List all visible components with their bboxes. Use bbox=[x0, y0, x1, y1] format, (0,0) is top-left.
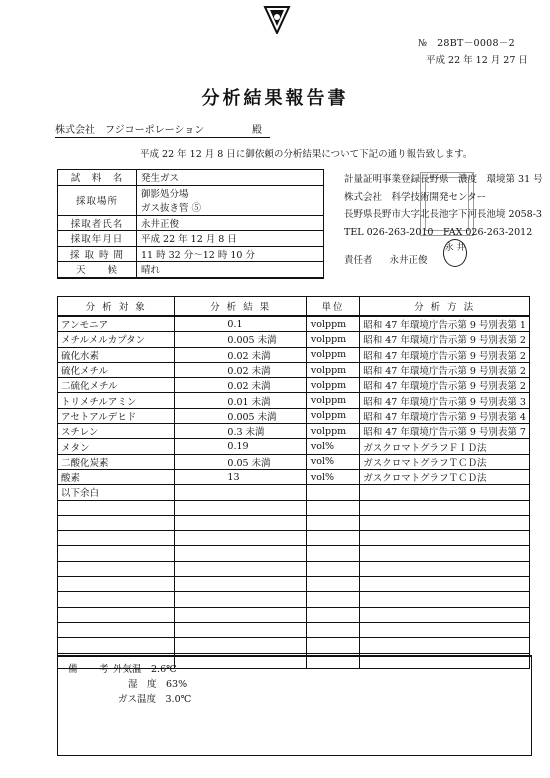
results-table bbox=[57, 296, 530, 669]
result-cell bbox=[175, 485, 306, 500]
client-honorific: 殿 bbox=[252, 125, 262, 136]
table-row bbox=[58, 454, 530, 469]
target-cell: トリメチルアミン bbox=[58, 393, 175, 408]
empty-row bbox=[58, 577, 530, 592]
result-cell bbox=[175, 592, 306, 607]
responsible-label: 責任者 bbox=[344, 255, 373, 266]
info-row bbox=[58, 215, 324, 231]
unit-cell bbox=[306, 607, 359, 622]
header-method: 分 析 方 法 bbox=[360, 297, 530, 317]
result-cell: 0.02 未満 bbox=[175, 378, 306, 393]
target-cell: メタン bbox=[58, 439, 175, 454]
result-cell: 0.005 未満 bbox=[175, 408, 306, 423]
results-header-row bbox=[58, 297, 530, 317]
result-cell: 0.05 未満 bbox=[175, 454, 306, 469]
method-cell bbox=[360, 515, 530, 530]
method-cell: 昭和 47 年環境庁告示第 9 号別表第 4 bbox=[360, 408, 530, 423]
unit-cell: volppm bbox=[306, 347, 359, 362]
lab-address: 長野県長野市大字北長池字下河長池境 2058-3 bbox=[344, 209, 542, 221]
empty-row bbox=[58, 592, 530, 607]
result-cell: 0.005 未満 bbox=[175, 332, 306, 347]
table-row bbox=[58, 469, 530, 484]
unit-cell bbox=[306, 638, 359, 653]
info-value: 晴れ bbox=[137, 262, 324, 278]
target-cell: 硫化メチル bbox=[58, 362, 175, 377]
target-cell bbox=[58, 546, 175, 561]
unit-cell: volppm bbox=[306, 332, 359, 347]
result-cell: 0.3 未満 bbox=[175, 424, 306, 439]
info-row bbox=[58, 185, 324, 200]
unit-cell bbox=[306, 561, 359, 576]
empty-row bbox=[58, 500, 530, 515]
page-title: 分析結果報告書 bbox=[201, 88, 349, 109]
result-cell: 0.02 未満 bbox=[175, 362, 306, 377]
method-cell: 昭和 47 年環境庁告示第 9 号別表第 2 bbox=[360, 332, 530, 347]
target-cell bbox=[58, 561, 175, 576]
empty-row bbox=[58, 622, 530, 637]
info-label: 天 候 bbox=[58, 262, 137, 278]
info-label: 試 料 名 bbox=[58, 170, 137, 186]
responsible-person bbox=[344, 252, 428, 266]
info-value: 御影処分場 bbox=[137, 185, 324, 200]
target-cell: スチレン bbox=[58, 424, 175, 439]
method-cell bbox=[360, 561, 530, 576]
results-body bbox=[58, 316, 530, 668]
result-cell bbox=[175, 531, 306, 546]
result-cell: 0.19 bbox=[175, 439, 306, 454]
unit-cell: volppm bbox=[306, 424, 359, 439]
unit-cell bbox=[306, 622, 359, 637]
note-line: 湿 度 63% bbox=[128, 679, 188, 690]
table-row bbox=[58, 424, 530, 439]
unit-cell bbox=[306, 577, 359, 592]
target-cell: 酸素 bbox=[58, 469, 175, 484]
method-cell: 昭和 47 年環境庁告示第 9 号別表第 3 bbox=[360, 393, 530, 408]
unit-cell bbox=[306, 546, 359, 561]
info-value: 11 時 32 分～12 時 10 分 bbox=[137, 246, 324, 262]
company-logo-icon bbox=[262, 4, 292, 34]
info-value: ガス抜き管 ⑤ bbox=[137, 200, 324, 215]
unit-cell: volppm bbox=[306, 362, 359, 377]
header-target: 分 析 対 象 bbox=[58, 297, 175, 317]
table-row bbox=[58, 347, 530, 362]
target-cell: メチルメルカプタン bbox=[58, 332, 175, 347]
unit-cell bbox=[306, 531, 359, 546]
unit-cell: volppm bbox=[306, 378, 359, 393]
empty-row bbox=[58, 546, 530, 561]
result-cell bbox=[175, 500, 306, 515]
result-cell bbox=[175, 561, 306, 576]
unit-cell bbox=[306, 485, 359, 500]
note-line: ガス温度 3.0℃ bbox=[118, 694, 192, 705]
info-value: 永井正俊 bbox=[137, 215, 324, 231]
table-row bbox=[58, 439, 530, 454]
unit-cell: volppm bbox=[306, 393, 359, 408]
info-row bbox=[58, 170, 324, 186]
client-company: 株式会社 フジコーポレーション bbox=[55, 125, 205, 136]
empty-row bbox=[58, 561, 530, 576]
info-label: 採 取 時 間 bbox=[58, 246, 137, 262]
target-cell: 以下余白 bbox=[58, 485, 175, 500]
result-cell bbox=[175, 515, 306, 530]
target-cell bbox=[58, 622, 175, 637]
method-cell bbox=[360, 607, 530, 622]
responsible-name: 永井正俊 bbox=[389, 255, 428, 266]
result-cell bbox=[175, 577, 306, 592]
method-cell: 昭和 47 年環境庁告示第 9 号別表第 1 bbox=[360, 316, 530, 332]
lab-info bbox=[344, 171, 543, 241]
header-unit: 単位 bbox=[306, 297, 359, 317]
note-line: 外気温 2.6℃ bbox=[113, 664, 177, 675]
info-label: 採取者氏名 bbox=[58, 215, 137, 231]
empty-row bbox=[58, 638, 530, 653]
lab-registration: 計量証明事業登録長野県 濃度 環境第 31 号 bbox=[344, 174, 543, 185]
result-cell: 0.1 bbox=[175, 316, 306, 332]
target-cell: アンモニア bbox=[58, 316, 175, 332]
empty-row bbox=[58, 515, 530, 530]
method-cell bbox=[360, 531, 530, 546]
unit-cell: volppm bbox=[306, 408, 359, 423]
method-cell: ガスクロマトグラフＴＣＤ法 bbox=[360, 469, 530, 484]
table-row bbox=[58, 485, 530, 500]
method-cell: 昭和 47 年環境庁告示第 9 号別表第 2 bbox=[360, 362, 530, 377]
unit-cell bbox=[306, 500, 359, 515]
table-row bbox=[58, 378, 530, 393]
empty-row bbox=[58, 607, 530, 622]
method-cell bbox=[360, 592, 530, 607]
unit-cell: vol% bbox=[306, 439, 359, 454]
method-cell bbox=[360, 546, 530, 561]
table-row bbox=[58, 362, 530, 377]
target-cell: 二硫化メチル bbox=[58, 378, 175, 393]
info-row bbox=[58, 231, 324, 247]
intro-text: 平成 22 年 12 月 8 日に御依頼の分析結果について下記の通り報告致します。 bbox=[140, 149, 473, 160]
target-cell bbox=[58, 531, 175, 546]
method-cell bbox=[360, 622, 530, 637]
unit-cell: vol% bbox=[306, 469, 359, 484]
client-name bbox=[55, 121, 270, 138]
method-cell: ガスクロマトグラフＦＩＤ法 bbox=[360, 439, 530, 454]
target-cell bbox=[58, 515, 175, 530]
info-label: 採取場所 bbox=[58, 185, 137, 215]
lab-phone: TEL 026-263-2010 FAX 026-263-2012 bbox=[344, 226, 533, 238]
info-value: 発生ガス bbox=[137, 170, 324, 186]
table-row bbox=[58, 332, 530, 347]
method-cell bbox=[360, 577, 530, 592]
notes-label: 備 考 bbox=[68, 664, 115, 675]
unit-cell: volppm bbox=[306, 316, 359, 332]
target-cell: アセトアルデヒド bbox=[58, 408, 175, 423]
method-cell bbox=[360, 500, 530, 515]
notes-box bbox=[57, 655, 532, 756]
table-row bbox=[58, 408, 530, 423]
method-cell: ガスクロマトグラフＴＣＤ法 bbox=[360, 454, 530, 469]
method-cell: 昭和 47 年環境庁告示第 9 号別表第 2 bbox=[360, 378, 530, 393]
target-cell: 硫化水素 bbox=[58, 347, 175, 362]
personal-seal: 永 井 bbox=[443, 239, 467, 267]
result-cell bbox=[175, 607, 306, 622]
result-cell bbox=[175, 546, 306, 561]
result-cell: 0.02 未満 bbox=[175, 347, 306, 362]
method-cell bbox=[360, 485, 530, 500]
method-cell bbox=[360, 638, 530, 653]
target-cell: 二酸化炭素 bbox=[58, 454, 175, 469]
target-cell bbox=[58, 500, 175, 515]
target-cell bbox=[58, 592, 175, 607]
unit-cell: vol% bbox=[306, 454, 359, 469]
header-result: 分 析 結 果 bbox=[175, 297, 306, 317]
document-number: № 28BT－0008－2 bbox=[418, 38, 516, 49]
target-cell bbox=[58, 638, 175, 653]
unit-cell bbox=[306, 515, 359, 530]
result-cell bbox=[175, 622, 306, 637]
lab-company: 株式会社 科学技術開発センター bbox=[344, 191, 487, 203]
sample-info-table bbox=[57, 169, 324, 279]
info-row bbox=[58, 246, 324, 262]
target-cell bbox=[58, 577, 175, 592]
info-label: 採取年月日 bbox=[58, 231, 137, 247]
info-value: 平成 22 年 12 月 8 日 bbox=[137, 231, 324, 247]
unit-cell bbox=[306, 592, 359, 607]
table-row bbox=[58, 316, 530, 332]
result-cell bbox=[175, 638, 306, 653]
method-cell: 昭和 47 年環境庁告示第 9 号別表第 2 bbox=[360, 347, 530, 362]
method-cell: 昭和 47 年環境庁告示第 9 号別表第 7 bbox=[360, 424, 530, 439]
result-cell: 13 bbox=[175, 469, 306, 484]
target-cell bbox=[58, 607, 175, 622]
info-row bbox=[58, 262, 324, 278]
table-row bbox=[58, 393, 530, 408]
empty-row bbox=[58, 531, 530, 546]
document-date: 平成 22 年 12 月 27 日 bbox=[426, 55, 528, 66]
result-cell: 0.01 未満 bbox=[175, 393, 306, 408]
